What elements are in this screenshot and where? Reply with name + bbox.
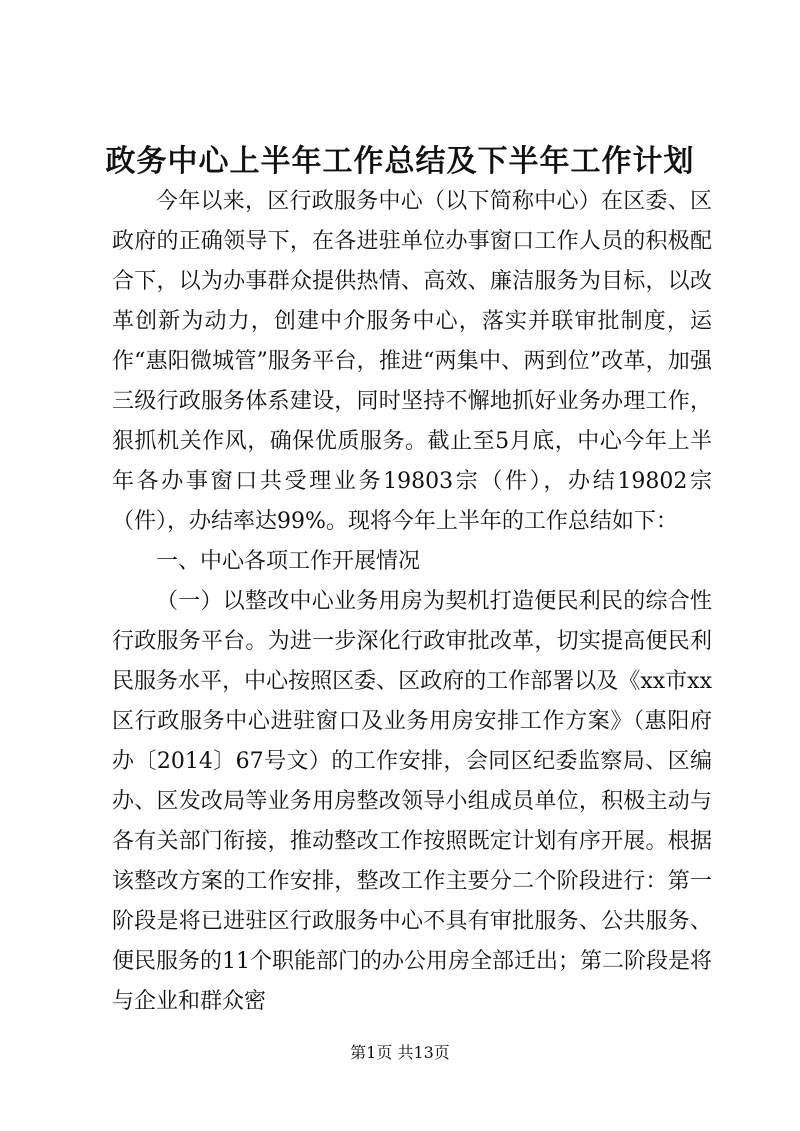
- page-footer: 第1页 共13页: [350, 1043, 450, 1062]
- document-title: 政务中心上半年工作总结及下半年工作计划: [105, 144, 695, 179]
- subsection-paragraph: （一）以整改中心业务用房为契机打造便民利民的综合性行政服务平台。为进一步深化行政审批改革，切实提高便民利民服务水平，中心按照区委、区政府的工作部署以及《xx市xx区行政服务中心进驻窗口及业务用房安排工作方案》（惠阳府办〔2014〕67号文）的工作安排，会同区纪委监察局、区编办、区发改局等业务用房整改领导小组成员单位，积极主动与各有关部门衔接，推动整改工作按照既定计划有序开展。根据该整改方案的工作安排，整改工作主要分二个阶段进行：第一阶段是将已进驻区行政服务中心不具有审批服务、公共服务、便民服务的11个职能部门的办公用房全部迁出；第二阶段是将与企业和群众密: [112, 589, 712, 1014]
- intro-paragraph: 今年以来，区行政服务中心（以下简称中心）在区委、区政府的正确领导下，在各进驻单位办事窗口工作人员的积极配合下，以为办事群众提供热情、高效、廉洁服务为目标，以改革创新为动力，创建中介服务中心，落实并联审批制度，运作“惠阳微城管”服务平台，推进“两集中、两到位”改革，加强三级行政服务体系建设，同时坚持不懈地抓好业务办理工作，狠抓机关作风，确保优质服务。截止至5月底，中心今年上半年各办事窗口共受理业务19803宗（件），办结19802宗（件），办结率达99%。现将今年上半年的工作总结如下：: [112, 189, 712, 534]
- document-body: [112, 182, 712, 1022]
- section-heading: 一、中心各项工作开展情况: [156, 549, 421, 574]
